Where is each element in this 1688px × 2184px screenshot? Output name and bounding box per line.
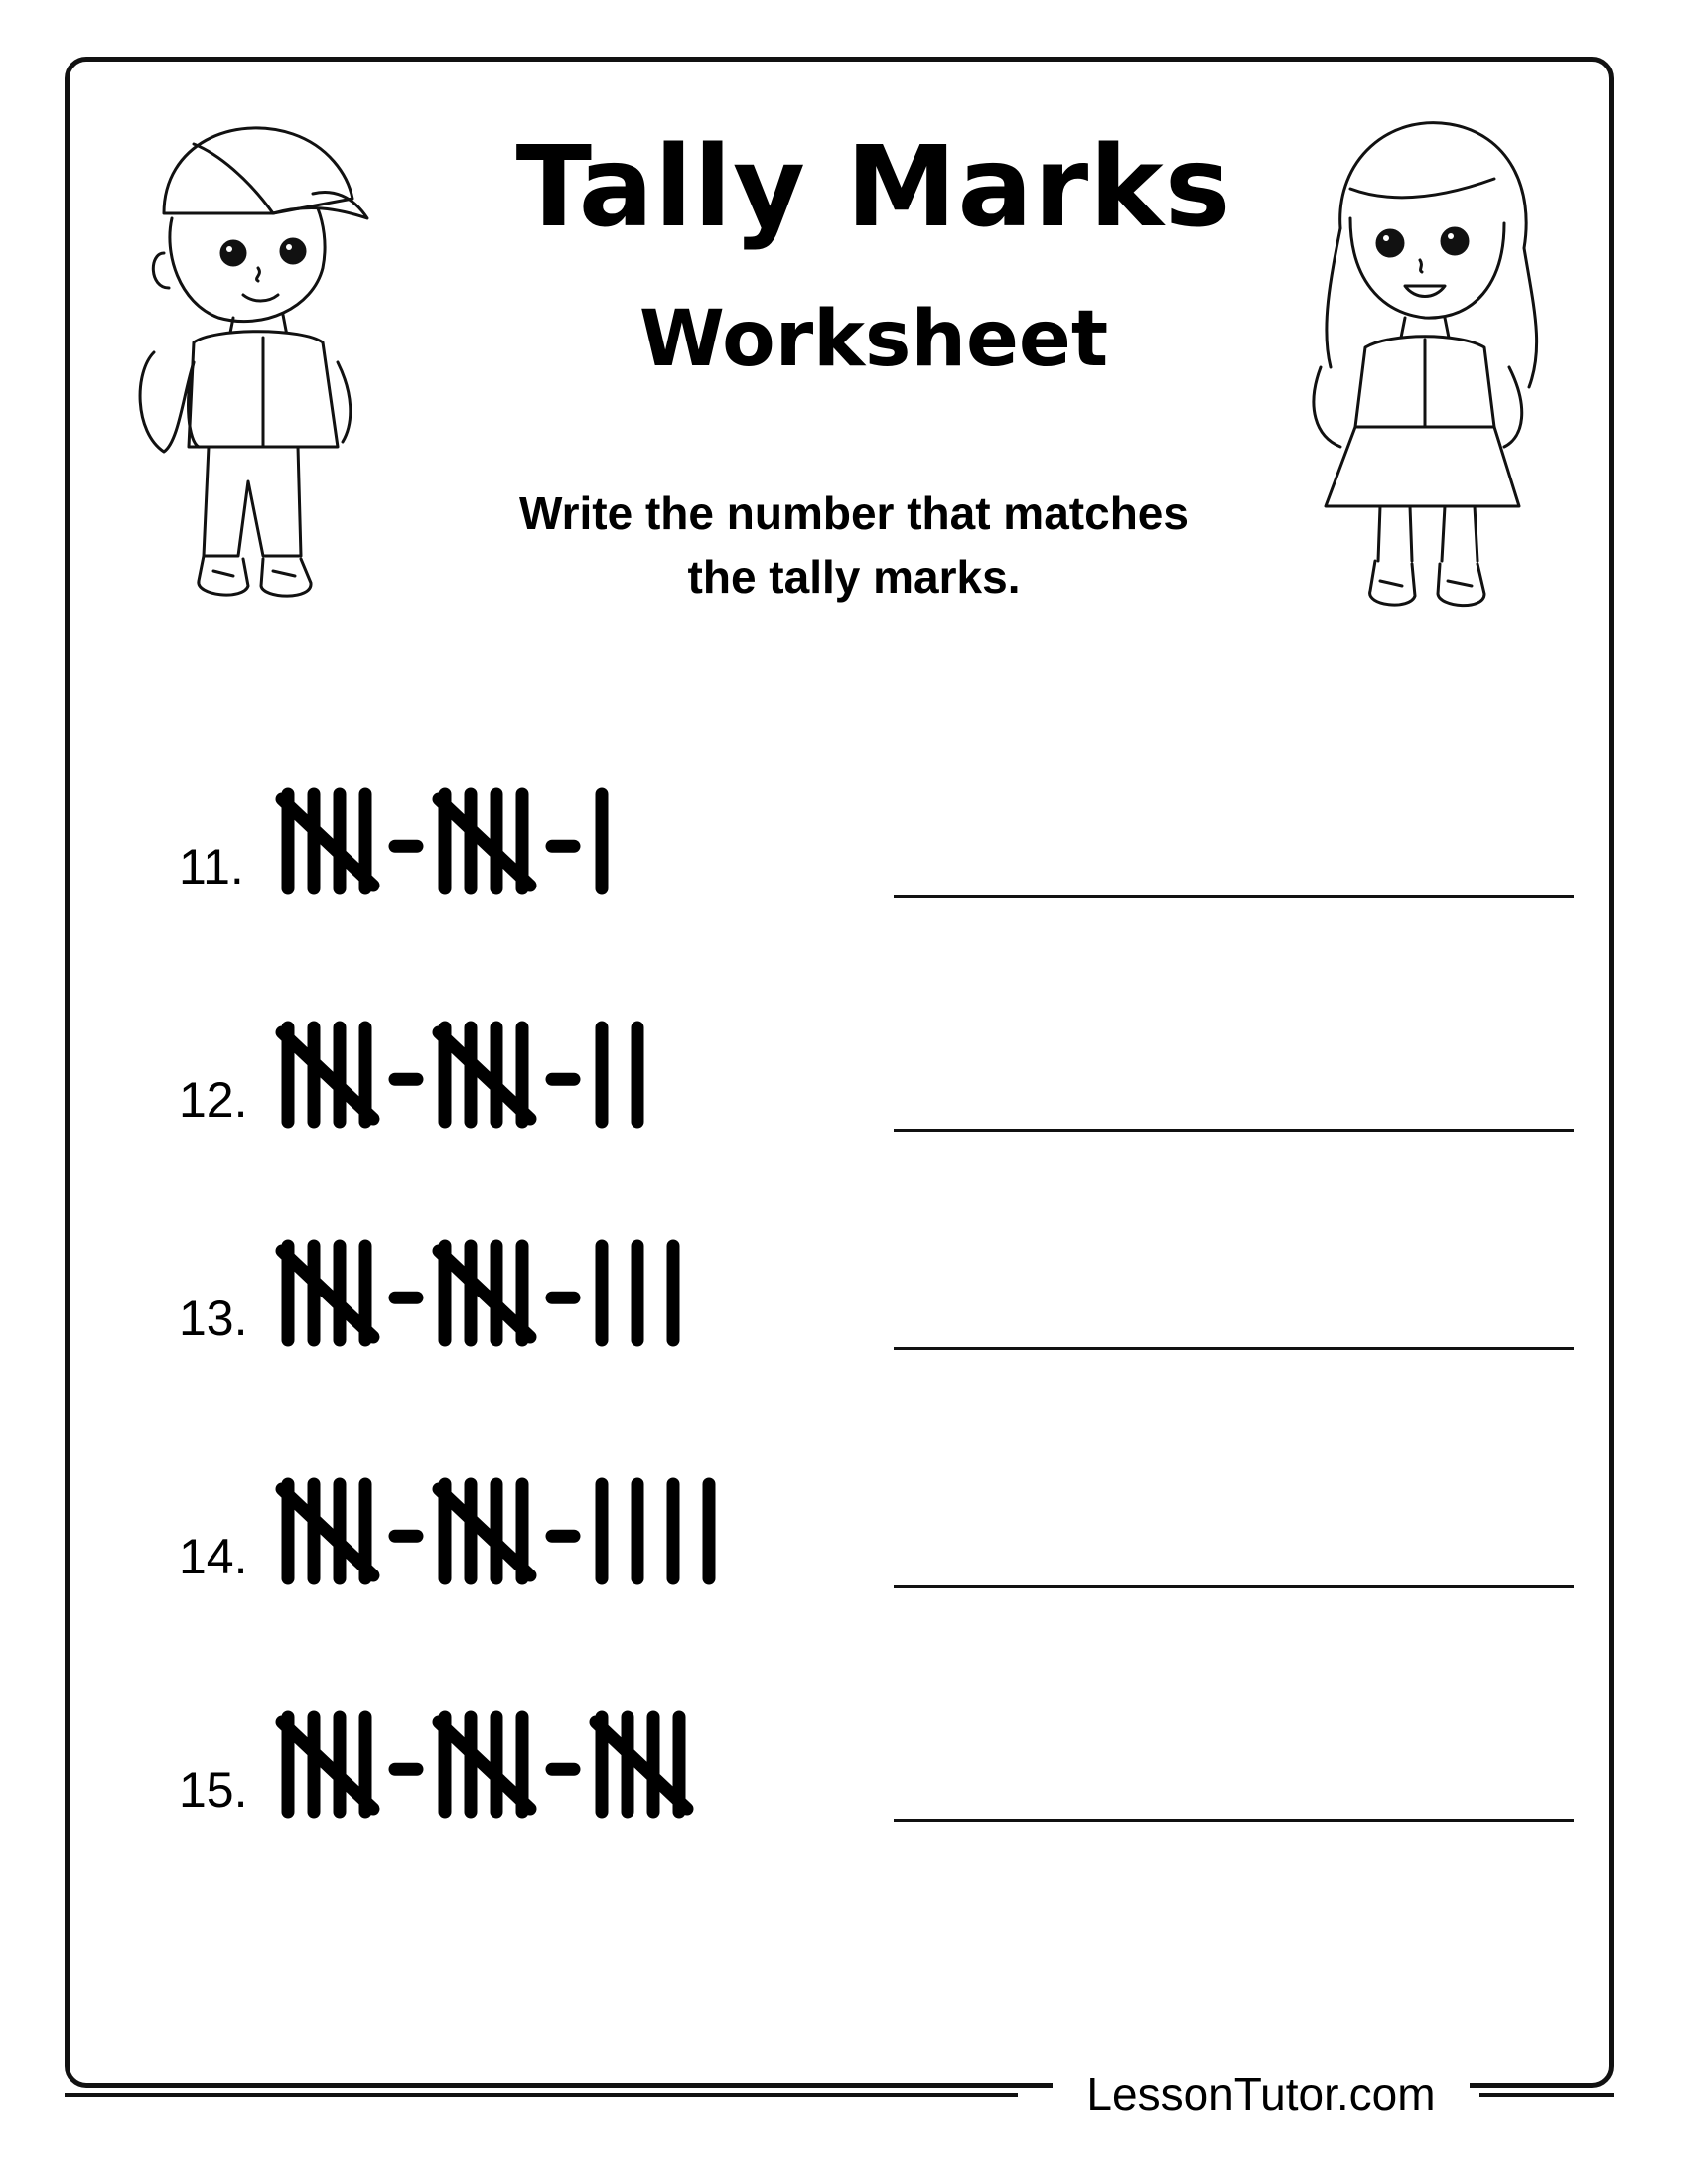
tally-marks — [278, 1008, 693, 1137]
answer-line[interactable] — [894, 1129, 1574, 1132]
problem-number: 14. — [179, 1529, 248, 1584]
problem-number: 13. — [179, 1291, 248, 1346]
answer-line[interactable] — [894, 1347, 1574, 1350]
problem-row — [179, 1216, 1569, 1365]
problem-row — [179, 1688, 1569, 1837]
tally-marks — [278, 1226, 729, 1355]
instructions — [437, 481, 1271, 610]
instructions-line-1: Write the number that matches — [519, 487, 1189, 539]
tally-marks — [278, 774, 657, 903]
instructions-line-2: the tally marks. — [687, 551, 1021, 604]
problem-number: 11. — [179, 839, 244, 894]
footer-site: LessonTutor.com — [1053, 2067, 1470, 2120]
tally-marks — [278, 1464, 765, 1593]
tally-marks — [278, 1698, 729, 1827]
footer-rule-right — [1479, 2093, 1614, 2097]
answer-line[interactable] — [894, 1585, 1574, 1588]
answer-line[interactable] — [894, 1819, 1574, 1822]
worksheet-title: Tally Marks — [515, 123, 1232, 252]
problem-row — [179, 1454, 1569, 1603]
answer-line[interactable] — [894, 895, 1574, 898]
problem-row — [179, 998, 1569, 1147]
problem-number: 15. — [179, 1762, 248, 1818]
worksheet-subtitle: Worksheet — [638, 295, 1109, 384]
problem-number: 12. — [179, 1072, 248, 1128]
boy-illustration — [124, 104, 382, 620]
problem-row — [179, 764, 1569, 913]
footer-rule-left — [65, 2093, 1018, 2097]
